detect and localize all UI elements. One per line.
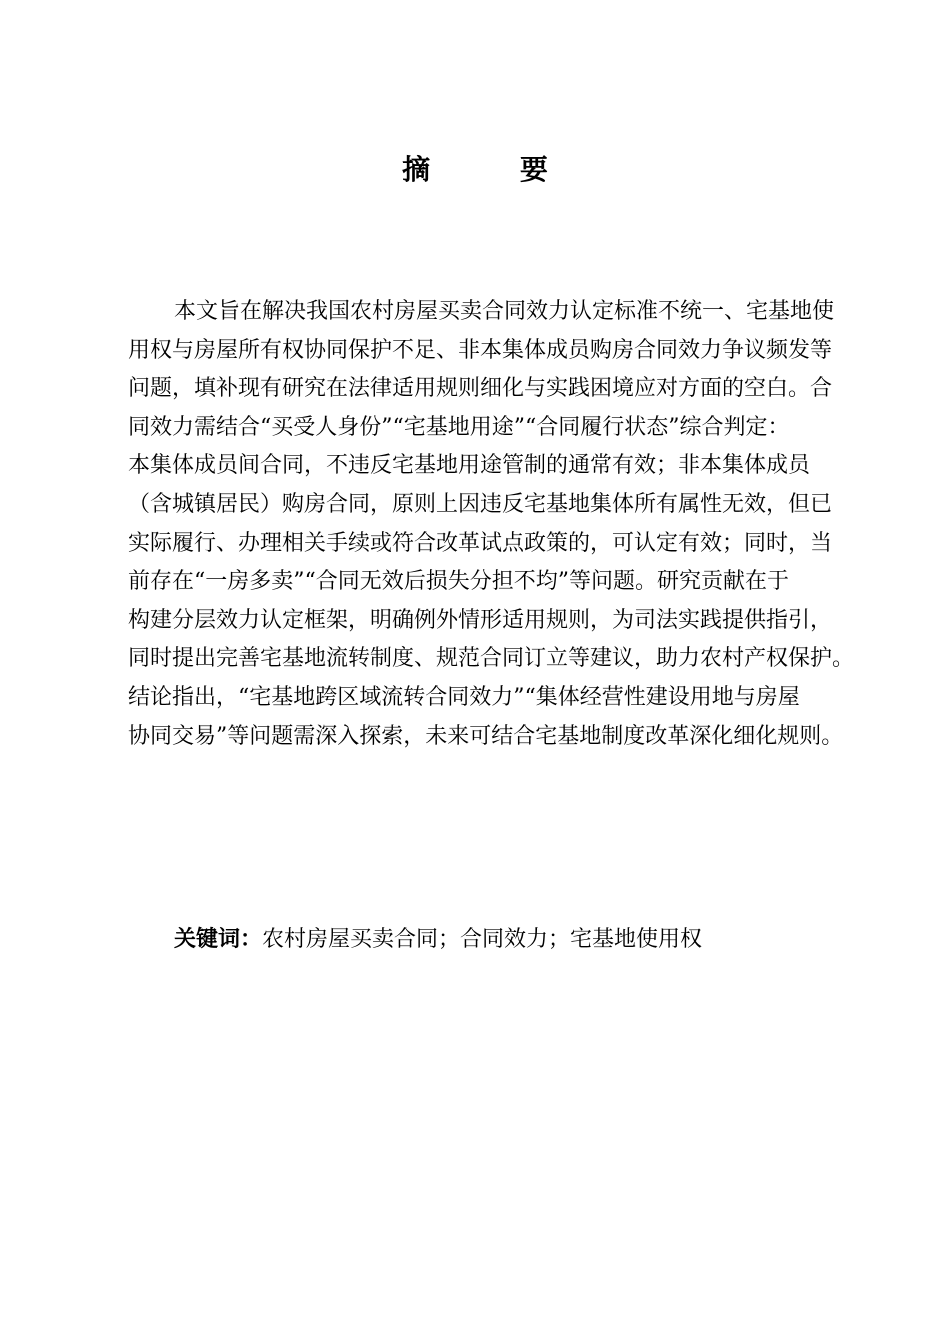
abstract-line: 本集体成员间合同，不违反宅基地用途管制的通常有效；非本集体成员 [128, 453, 811, 479]
abstract-line: 协同交易”等问题需深入探索，未来可结合宅基地制度改革深化细化规则。 [128, 723, 844, 749]
abstract-line: 结论指出，“宅基地跨区域流转合同效力”“集体经营性建设用地与房屋 [128, 684, 800, 710]
abstract-line: 实际履行、办理相关手续或符合改革试点政策的，可认定有效；同时，当 [128, 530, 833, 556]
abstract-title: 摘 要 [402, 153, 588, 186]
abstract-line: 同效力需结合“买受人身份”“宅基地用途”“合同履行状态”综合判定： [128, 414, 790, 440]
abstract-line: 用权与房屋所有权协同保护不足、非本集体成员购房合同效力争议频发等 [128, 337, 833, 363]
keywords-line [174, 921, 702, 959]
abstract-line: 本文旨在解决我国农村房屋买卖合同效力认定标准不统一、宅基地使 [174, 299, 835, 324]
abstract-line: （含城镇居民）购房合同，原则上因违反宅基地集体所有属性无效，但已 [128, 491, 833, 517]
abstract-body [128, 293, 878, 756]
abstract-line: 构建分层效力认定框架，明确例外情形适用规则，为司法实践提供指引， [128, 607, 833, 633]
keywords-label: 关键词： [174, 927, 263, 952]
abstract-line: 前存在“一房多卖”“合同无效后损失分担不均”等问题。研究贡献在于 [128, 569, 789, 595]
abstract-line: 同时提出完善宅基地流转制度、规范合同订立等建议，助力农村产权保护。 [128, 646, 855, 672]
keywords-text: 农村房屋买卖合同；合同效力；宅基地使用权 [262, 927, 703, 952]
abstract-line: 问题，填补现有研究在法律适用规则细化与实践困境应对方面的空白。合 [128, 376, 833, 402]
